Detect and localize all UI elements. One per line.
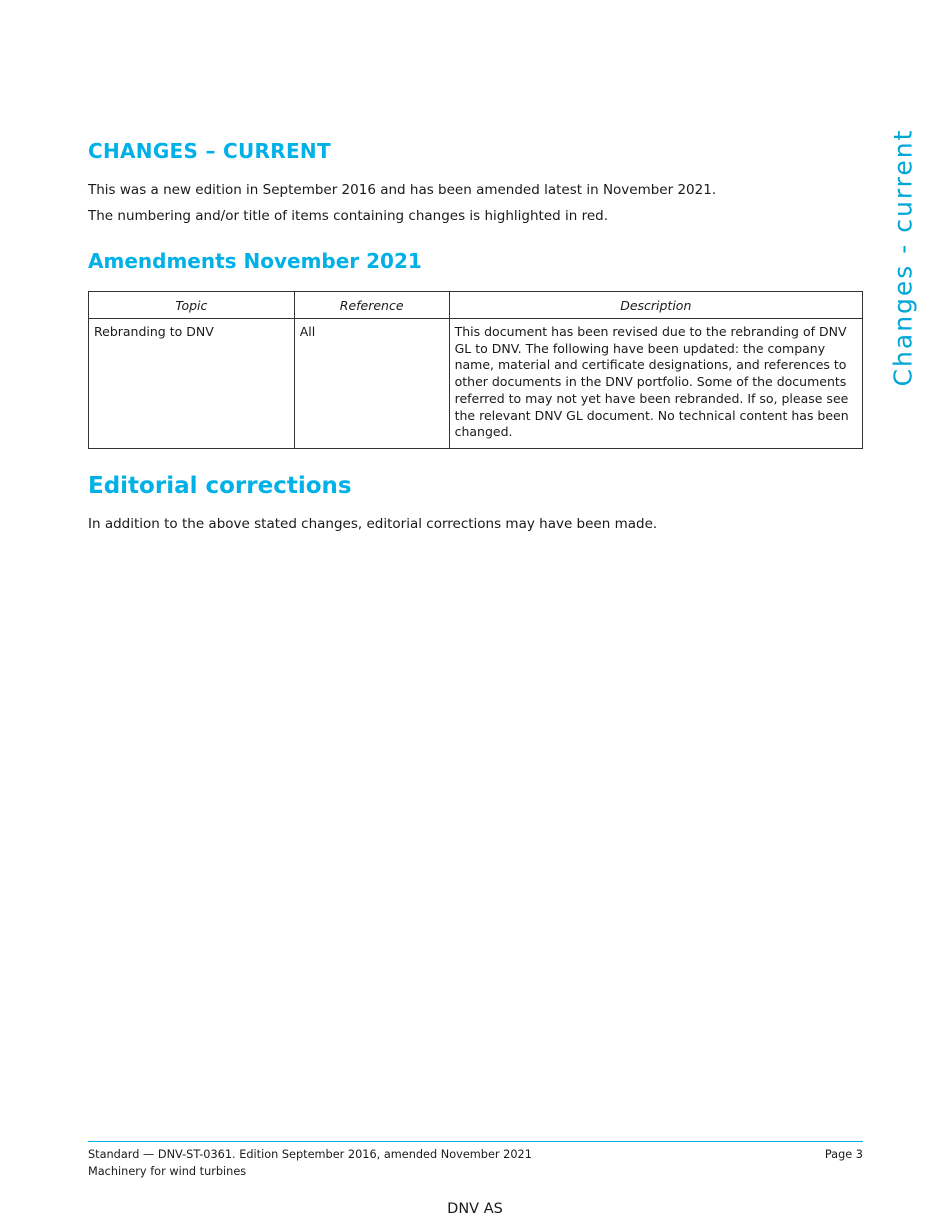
amendments-heading: Amendments November 2021	[88, 249, 422, 273]
cell-topic: Rebranding to DNV	[89, 319, 295, 449]
column-header-description: Description	[449, 292, 862, 319]
cell-description: This document has been revised due to the rebranding of DNV GL to DNV. The following have been updated: the company name, material and certificate designations, and references to other documents in the DNV portfolio. Some of the documents referred to may not yet have been rebranded. If so, please see the relevant DNV GL document. No technical content has been changed.	[449, 319, 862, 449]
company-name: DNV AS	[447, 1201, 503, 1217]
side-tab	[880, 128, 926, 387]
intro-line-1: This was a new edition in September 2016 and has been amended latest in November 2021.	[88, 182, 717, 198]
footer-page-number: Page 3	[824, 1148, 863, 1161]
table-row	[89, 319, 863, 449]
editorial-heading: Editorial corrections	[88, 472, 352, 499]
page-title: CHANGES – CURRENT	[88, 139, 331, 163]
column-header-topic: Topic	[89, 292, 295, 319]
footer-row	[88, 1147, 863, 1164]
footer-row-subtitle	[88, 1164, 863, 1181]
editorial-text: In addition to the above stated changes, editorial corrections may have been made.	[88, 515, 658, 532]
intro-line-2: The numbering and/or title of items containing changes is highlighted in red.	[88, 208, 609, 224]
column-header-reference: Reference	[294, 292, 449, 319]
amendments-table	[88, 291, 863, 449]
page-footer	[88, 1141, 863, 1180]
footer-subtitle: Machinery for wind turbines	[88, 1164, 247, 1178]
table-header-row	[89, 292, 863, 319]
side-tab-label: Changes - current	[888, 128, 918, 387]
cell-reference: All	[294, 319, 449, 449]
page-content	[88, 139, 863, 533]
footer-standard-line: Standard — DNV-ST-0361. Edition September 2016, amended November 2021	[88, 1148, 532, 1161]
